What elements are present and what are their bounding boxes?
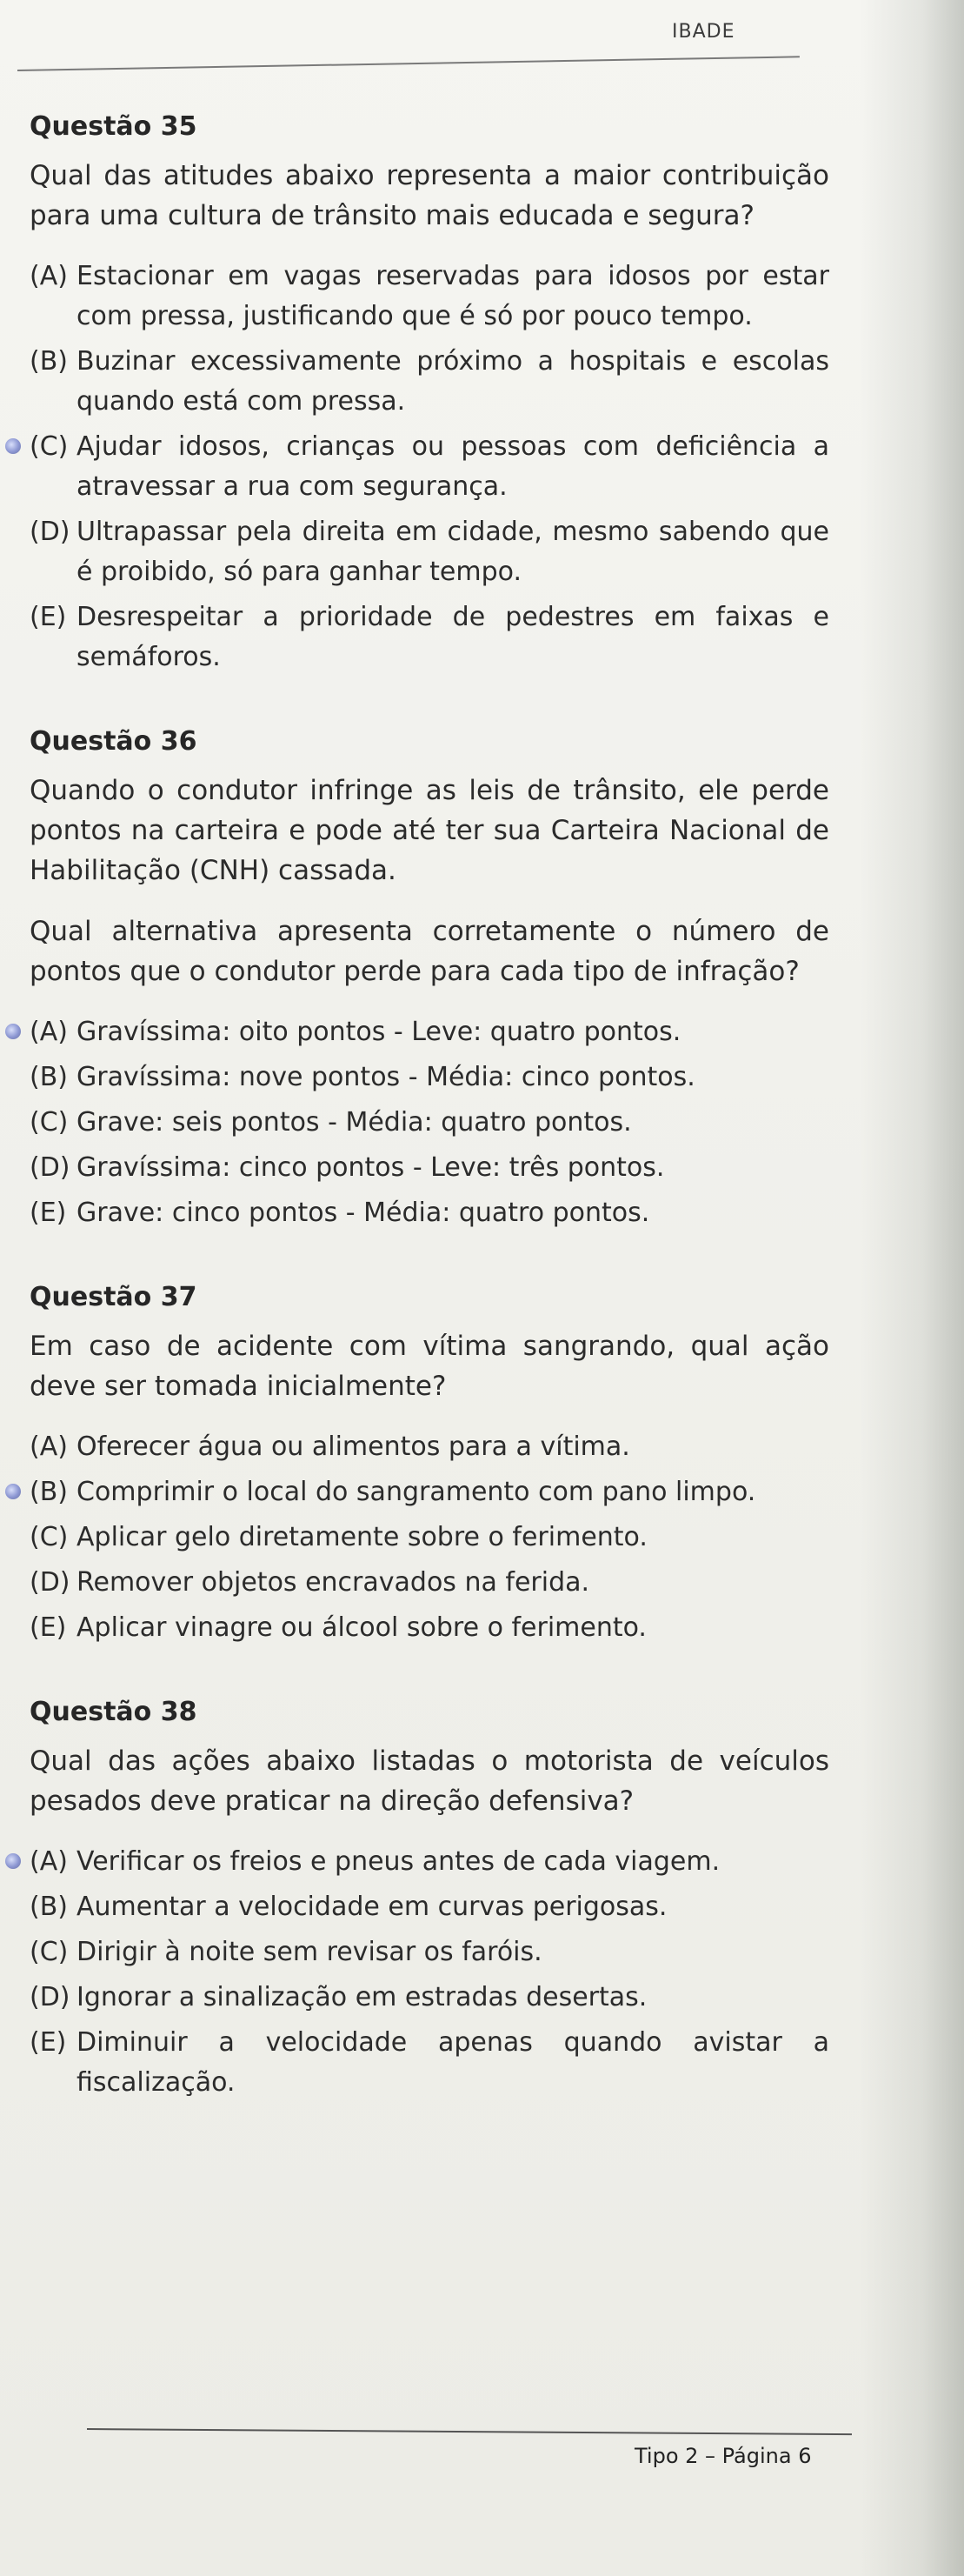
question-text: Em caso de acidente com vítima sangrando, qual ação deve ser tomada inicialmente? xyxy=(30,1331,829,1402)
question-text: Qual das ações abaixo listadas o motorista de veículos pesados deve praticar na direção defensiva? xyxy=(30,1745,829,1817)
option-d[interactable] xyxy=(30,512,829,592)
option-letter: (B) xyxy=(30,1062,68,1092)
question-36 xyxy=(30,726,829,1233)
option-d[interactable] xyxy=(30,1148,829,1188)
option-e[interactable] xyxy=(30,1608,829,1648)
option-a[interactable] xyxy=(30,257,829,337)
page-header xyxy=(0,0,964,78)
question-prompt: Qual alternativa apresenta corretamente o número de pontos que o condutor perde para cada tipo de infração? xyxy=(30,916,829,987)
option-text: Estacionar em vagas reservadas para idosos por estar com pressa, justificando que é só por pouco tempo. xyxy=(76,261,829,331)
option-b[interactable] xyxy=(30,1887,829,1927)
answer-mark-icon xyxy=(5,1024,21,1039)
answer-mark-icon xyxy=(5,1484,21,1499)
header-divider xyxy=(17,56,800,71)
option-b[interactable] xyxy=(30,342,829,422)
option-letter: (D) xyxy=(30,517,70,547)
option-e[interactable] xyxy=(30,2023,829,2103)
options-list xyxy=(30,257,829,677)
question-text: Qual das atitudes abaixo representa a maior contribuição para uma cultura de trânsito mais educada e segura? xyxy=(30,160,829,231)
option-letter: (D) xyxy=(30,1152,70,1183)
option-letter: (B) xyxy=(30,1477,68,1507)
option-c[interactable] xyxy=(30,1932,829,1972)
option-text: Ajudar idosos, crianças ou pessoas com deficiência a atravessar a rua com segurança. xyxy=(76,431,829,502)
option-c[interactable] xyxy=(30,1103,829,1143)
option-text: Ultrapassar pela direita em cidade, mesmo sabendo que é proibido, só para ganhar tempo. xyxy=(76,517,829,587)
option-text: Comprimir o local do sangramento com pano limpo. xyxy=(76,1477,756,1507)
option-d[interactable] xyxy=(30,1978,829,2018)
option-letter: (E) xyxy=(30,1612,67,1643)
option-letter: (B) xyxy=(30,1892,68,1922)
option-letter: (C) xyxy=(30,1522,69,1552)
option-text: Oferecer água ou alimentos para a vítima. xyxy=(76,1431,630,1462)
option-text: Diminuir a velocidade apenas quando avistar a fiscalização. xyxy=(76,2027,829,2098)
option-d[interactable] xyxy=(30,1563,829,1603)
questions-container xyxy=(30,111,829,2152)
question-title: Questão 37 xyxy=(30,1282,197,1312)
option-c[interactable] xyxy=(30,427,829,507)
option-text: Desrespeitar a prioridade de pedestres em faixas e semáforos. xyxy=(76,602,829,672)
option-a[interactable] xyxy=(30,1012,829,1052)
option-b[interactable] xyxy=(30,1058,829,1098)
option-text: Dirigir à noite sem revisar os faróis. xyxy=(76,1937,542,1967)
options-list xyxy=(30,1012,829,1233)
option-text: Remover objetos encravados na ferida. xyxy=(76,1567,590,1598)
option-b[interactable] xyxy=(30,1472,829,1512)
option-letter: (E) xyxy=(30,2027,67,2058)
page-edge-shadow xyxy=(860,0,964,2576)
option-letter: (C) xyxy=(30,1937,69,1967)
option-text: Aplicar gelo diretamente sobre o ferimento. xyxy=(76,1522,648,1552)
options-list xyxy=(30,1427,829,1648)
question-37 xyxy=(30,1282,829,1648)
option-text: Gravíssima: cinco pontos - Leve: três pontos. xyxy=(76,1152,665,1183)
option-letter: (C) xyxy=(30,431,69,462)
page-number-label: Tipo 2 – Página 6 xyxy=(635,2444,812,2468)
option-text: Buzinar excessivamente próximo a hospitais e escolas quando está com pressa. xyxy=(76,346,829,417)
option-letter: (A) xyxy=(30,1431,68,1462)
option-c[interactable] xyxy=(30,1518,829,1558)
brand-label: IBADE xyxy=(672,21,735,43)
option-letter: (E) xyxy=(30,1198,67,1228)
option-text: Aplicar vinagre ou álcool sobre o ferimento. xyxy=(76,1612,647,1643)
question-title: Questão 36 xyxy=(30,726,197,757)
option-letter: (D) xyxy=(30,1982,70,2012)
question-text: Quando o condutor infringe as leis de trânsito, ele perde pontos na carteira e pode até ter sua Carteira Nacional de Habilitação (CNH) cassada. xyxy=(30,775,829,886)
option-letter: (B) xyxy=(30,346,68,377)
option-text: Gravíssima: oito pontos - Leve: quatro pontos. xyxy=(76,1017,681,1047)
question-35 xyxy=(30,111,829,677)
option-letter: (A) xyxy=(30,1846,68,1877)
option-letter: (A) xyxy=(30,1017,68,1047)
answer-mark-icon xyxy=(5,1853,21,1869)
option-a[interactable] xyxy=(30,1427,829,1467)
question-38 xyxy=(30,1697,829,2103)
footer-divider xyxy=(87,2428,852,2435)
option-text: Grave: seis pontos - Média: quatro pontos. xyxy=(76,1107,632,1138)
option-letter: (A) xyxy=(30,261,68,291)
option-a[interactable] xyxy=(30,1842,829,1882)
option-text: Grave: cinco pontos - Média: quatro pontos. xyxy=(76,1198,650,1228)
option-letter: (C) xyxy=(30,1107,69,1138)
option-text: Aumentar a velocidade em curvas perigosas. xyxy=(76,1892,668,1922)
option-text: Ignorar a sinalização em estradas desertas. xyxy=(76,1982,648,2012)
answer-mark-icon xyxy=(5,438,21,454)
options-list xyxy=(30,1842,829,2103)
question-title: Questão 38 xyxy=(30,1697,197,1727)
page-footer xyxy=(0,2418,964,2574)
question-title: Questão 35 xyxy=(30,111,197,142)
option-e[interactable] xyxy=(30,597,829,677)
option-text: Gravíssima: nove pontos - Média: cinco pontos. xyxy=(76,1062,695,1092)
option-letter: (D) xyxy=(30,1567,70,1598)
option-e[interactable] xyxy=(30,1193,829,1233)
option-letter: (E) xyxy=(30,602,67,632)
option-text: Verificar os freios e pneus antes de cada viagem. xyxy=(76,1846,721,1877)
